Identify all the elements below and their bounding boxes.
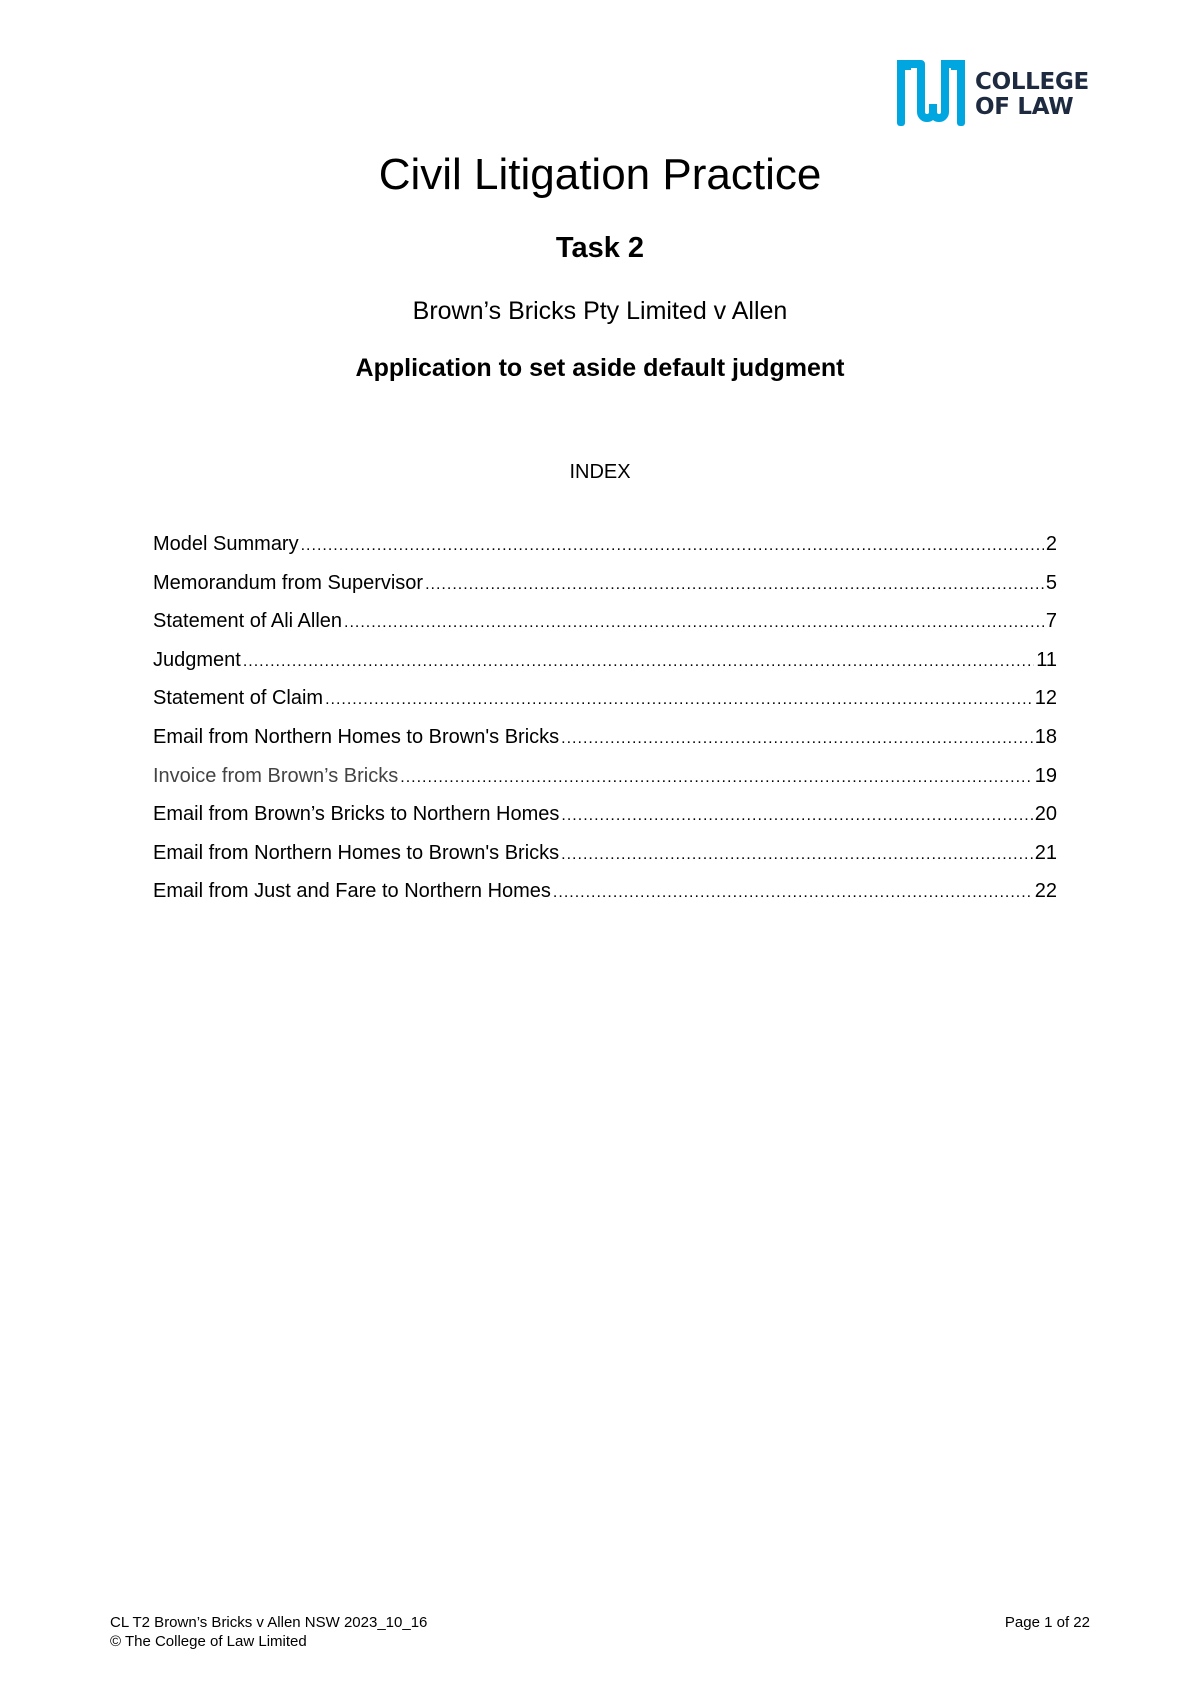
page-number: Page 1 of 22 [1004, 1614, 1090, 1631]
application-heading: Application to set aside default judgment [355, 354, 845, 382]
toc-entry-title: Email from Just and Fare to Northern Homes [153, 880, 551, 903]
toc-entry-title: Statement of Ali Allen [153, 610, 343, 633]
index-heading: INDEX [569, 461, 631, 483]
footer-reference: CL T2 Brown’s Bricks v Allen NSW 2023_10_16 [110, 1614, 428, 1631]
toc-entry-email-just-and-fare[interactable] [153, 880, 1057, 919]
toc-entry-title: Invoice from Brown’s Bricks [153, 764, 399, 787]
toc-entry-title: Email from Northern Homes to Brown's Bricks [153, 725, 560, 748]
toc-entry-page: 5 [1045, 571, 1057, 594]
table-of-contents [153, 533, 1057, 919]
toc-entry-page: 12 [1034, 687, 1057, 710]
college-of-law-logo-icon [897, 60, 965, 130]
toc-entry-title: Judgment [153, 648, 241, 671]
toc-leader-dots [553, 884, 1033, 902]
toc-entry-page: 11 [1036, 648, 1057, 671]
toc-leader-dots [561, 807, 1032, 825]
document-title: Civil Litigation Practice [378, 150, 822, 199]
toc-entry-page: 21 [1034, 841, 1057, 864]
toc-leader-dots [243, 653, 1034, 671]
logo-line-2: OF LAW [975, 94, 1074, 120]
logo-line-1: COLLEGE [975, 69, 1089, 95]
toc-entry-title: Email from Brown’s Bricks to Northern Homes [153, 803, 560, 826]
toc-entry-email-northern-homes-1[interactable] [153, 726, 1057, 765]
toc-entry-page: 7 [1045, 610, 1057, 633]
toc-leader-dots [325, 691, 1033, 709]
college-of-law-logo [897, 60, 1089, 130]
toc-leader-dots [425, 576, 1044, 594]
toc-entry-invoice[interactable] [153, 765, 1057, 804]
toc-entry-title: Model Summary [153, 533, 299, 555]
toc-entry-title: Statement of Claim [153, 687, 324, 710]
toc-entry-statement-ali-allen[interactable] [153, 610, 1057, 649]
footer-copyright: © The College of Law Limited [110, 1633, 307, 1650]
task-heading: Task 2 [555, 232, 645, 264]
toc-entry-model-summary[interactable] [153, 533, 1057, 572]
toc-leader-dots [400, 769, 1032, 787]
footer-reference-block [110, 1613, 427, 1651]
toc-entry-judgment[interactable] [153, 649, 1057, 688]
toc-leader-dots [561, 730, 1033, 748]
toc-entry-memorandum[interactable] [153, 572, 1057, 611]
toc-leader-dots [561, 846, 1033, 864]
toc-entry-title: Email from Northern Homes to Brown's Bricks [153, 841, 560, 864]
toc-entry-email-browns-bricks[interactable] [153, 803, 1057, 842]
toc-entry-page: 20 [1034, 803, 1057, 826]
toc-leader-dots [344, 614, 1044, 632]
toc-entry-page: 18 [1034, 725, 1057, 748]
matter-name: Brown’s Bricks Pty Limited v Allen [412, 297, 788, 325]
logo-wordmark [975, 70, 1089, 120]
toc-leader-dots [301, 537, 1044, 555]
toc-entry-statement-of-claim[interactable] [153, 687, 1057, 726]
toc-entry-page: 22 [1034, 880, 1057, 903]
toc-entry-email-northern-homes-2[interactable] [153, 842, 1057, 881]
toc-entry-title: Memorandum from Supervisor [153, 571, 424, 594]
toc-entry-page: 2 [1045, 533, 1057, 555]
toc-entry-page: 19 [1034, 764, 1057, 787]
